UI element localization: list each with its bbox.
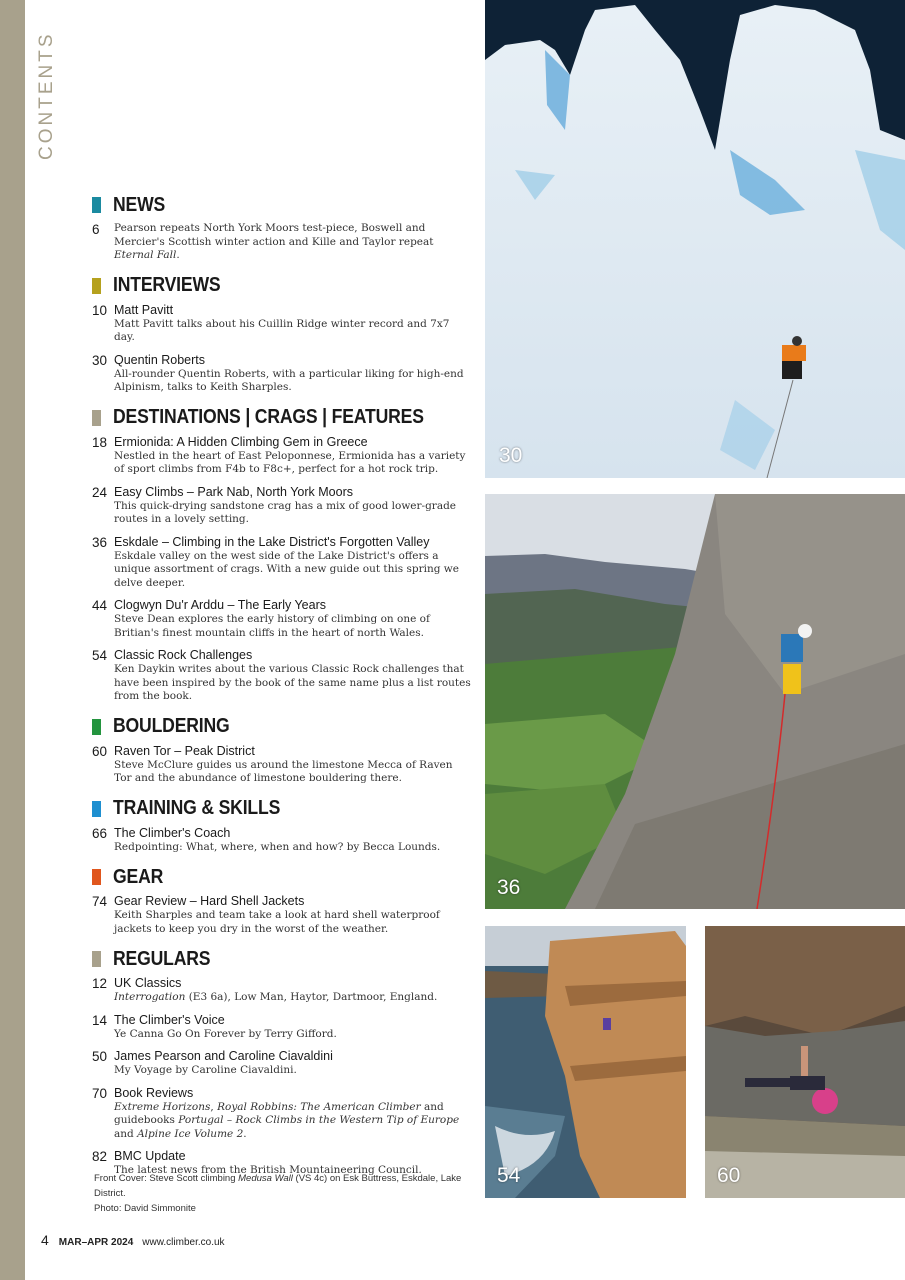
photo-page-number-30: 30 [499, 444, 523, 467]
toc-entry[interactable] [92, 435, 472, 477]
entry-description: This quick-drying sandstone crag has a mix of good lower-grade routes in a lovely setting. [114, 499, 457, 525]
toc-entry[interactable] [92, 826, 472, 855]
entry-title: Quentin Roberts [114, 352, 206, 367]
section-title: INTERVIEWS [113, 274, 221, 296]
toc-entry[interactable] [92, 222, 472, 263]
entry-title: Ermionida: A Hidden Climbing Gem in Greece [114, 434, 368, 449]
entry-page-number: 70 [92, 1085, 108, 1101]
toc-section [92, 714, 472, 786]
entry-title: Classic Rock Challenges [114, 648, 253, 662]
section-title: REGULARS [113, 947, 211, 970]
entry-description: Steve Dean explores the early history of climbing on one of Britian's finest mountain cliffs in the heart of north Wales. [114, 613, 430, 639]
section-header [92, 405, 472, 431]
side-bar [0, 0, 25, 1280]
entry-title: Raven Tor – Peak District [114, 743, 255, 758]
entry-title: The Climber's Voice [114, 1012, 225, 1027]
toc-section [92, 192, 472, 263]
section-header [92, 796, 472, 822]
photo-eskdale[interactable] [485, 494, 905, 909]
entry-title: Book Reviews [114, 1085, 194, 1100]
photo-raven-tor[interactable] [705, 926, 905, 1198]
entry-title: Clogwyn Du'r Arddu – The Early Years [114, 598, 326, 612]
section-color-marker [92, 278, 101, 294]
raven-tor-image [705, 926, 905, 1198]
entry-title: The Climber's Coach [114, 825, 231, 840]
entry-page-number: 66 [92, 825, 108, 841]
cover-credit-suffix: (VS 4c) on Esk Buttress, Eskdale, Lake District. [94, 1173, 462, 1199]
entry-description: Steve McClure guides us around the limestone Mecca of Raven Tor and the abundance of limestone bouldering there. [114, 758, 453, 784]
section-color-marker [92, 869, 101, 885]
photo-page-number-60: 60 [717, 1164, 741, 1187]
entry-description: My Voyage by Caroline Ciavaldini. [114, 1064, 297, 1076]
toc-entry[interactable] [92, 485, 472, 527]
entry-description: Matt Pavitt talks about his Cuillin Ridge winter record and 7x7 day. [114, 317, 450, 343]
cover-credit [94, 1171, 474, 1216]
section-header [92, 946, 472, 972]
entry-page-number: 50 [92, 1049, 108, 1064]
toc-entry[interactable] [92, 976, 472, 1005]
entry-title: Gear Review – Hard Shell Jackets [114, 894, 305, 908]
toc-entry[interactable] [92, 353, 472, 395]
contents-label: CONTENTS [36, 31, 57, 160]
entry-page-number: 44 [92, 598, 108, 613]
toc-entry[interactable] [92, 1013, 472, 1042]
entry-page-number: 10 [92, 302, 108, 318]
toc-section [92, 273, 472, 395]
entry-description: All-rounder Quentin Roberts, with a particular liking for high-end Alpinism, talks to Keith Sharples. [114, 367, 464, 393]
table-of-contents [92, 192, 472, 1188]
entry-page-number: 24 [92, 484, 108, 500]
section-header [92, 192, 472, 218]
toc-entry[interactable] [92, 744, 472, 786]
section-color-marker [92, 951, 101, 967]
section-color-marker [92, 801, 101, 817]
toc-entry[interactable] [92, 894, 472, 936]
section-header [92, 273, 472, 299]
toc-section [92, 405, 472, 704]
toc-entry[interactable] [92, 535, 472, 591]
entry-page-number: 14 [92, 1012, 108, 1028]
entry-title: James Pearson and Caroline Ciavaldini [114, 1049, 333, 1063]
entry-page-number: 18 [92, 434, 108, 450]
section-header [92, 864, 472, 890]
website-link[interactable]: www.climber.co.uk [142, 1237, 225, 1248]
section-title: DESTINATIONS | CRAGS | FEATURES [113, 406, 424, 428]
entry-page-number: 54 [92, 648, 108, 663]
eskdale-image [485, 494, 905, 909]
toc-section [92, 864, 472, 936]
toc-entry[interactable] [92, 1086, 472, 1142]
entry-description: Redpointing: What, where, when and how? by Becca Lounds. [114, 840, 441, 853]
issue-date: MAR–APR 2024 [58, 1237, 134, 1248]
entry-description: Ken Daykin writes about the various Classic Rock challenges that have been inspired by the book of the same name plus a list routes from the book. [114, 663, 471, 702]
sea-cliff-image [485, 926, 686, 1198]
entry-description: Keith Sharples and team take a look at hard shell waterproof jackets to keep you dry in the worst of the weather. [114, 909, 440, 935]
section-title: GEAR [113, 865, 164, 888]
entry-description: Eskdale valley on the west side of the Lake District's offers a unique assortment of crags. With a new guide out this spring we delve deeper. [114, 549, 460, 589]
entry-title: Easy Climbs – Park Nab, North York Moors [114, 484, 353, 499]
page-footer [41, 1232, 225, 1248]
entry-description: The latest news from the British Mountaineering Council. [114, 1164, 422, 1176]
entry-page-number: 6 [92, 222, 100, 237]
entry-page-number: 60 [92, 743, 108, 759]
cover-photo-credit: Photo: David Simmonite [94, 1203, 196, 1214]
photo-ice-climb[interactable] [485, 0, 905, 478]
toc-entry[interactable] [92, 1049, 472, 1078]
photo-page-number-54: 54 [497, 1164, 521, 1187]
entry-description: Extreme Horizons, Royal Robbins: The American Climber and guidebooks Portugal – Rock Climbs in the Western Tip of Europe and Alpine Ice Volume 2. [114, 1100, 460, 1140]
entry-page-number: 36 [92, 534, 108, 550]
cover-credit-route: Medusa Wall [238, 1173, 293, 1184]
entry-page-number: 82 [92, 1149, 108, 1164]
entry-page-number: 74 [92, 894, 108, 909]
section-color-marker [92, 197, 101, 213]
section-header [92, 714, 472, 740]
ice-climb-image [485, 0, 905, 478]
section-title: NEWS [113, 193, 166, 216]
page-number: 4 [41, 1232, 49, 1248]
section-title: TRAINING & SKILLS [113, 797, 281, 819]
toc-section [92, 796, 472, 855]
toc-entry[interactable] [92, 303, 472, 345]
cover-credit-prefix: Front Cover: Steve Scott climbing [94, 1173, 239, 1184]
entry-description: Ye Canna Go On Forever by Terry Gifford. [114, 1027, 337, 1040]
entry-title: Eskdale – Climbing in the Lake District's Forgotten Valley [114, 534, 430, 549]
section-color-marker [92, 719, 101, 735]
photo-sea-cliff[interactable] [485, 926, 686, 1198]
entry-description: Pearson repeats North York Moors test-piece, Boswell and Mercier's Scottish winter action and Kille and Taylor repeat Eternal Fall. [114, 222, 434, 261]
toc-entry[interactable] [92, 598, 472, 640]
entry-title: BMC Update [114, 1149, 186, 1163]
toc-section [92, 946, 472, 1178]
entry-description: Nestled in the heart of East Peloponnese, Ermionida has a variety of sport climbs from F4b to F8c+, perfect for a hot rock trip. [114, 449, 466, 475]
entry-title: UK Classics [114, 976, 182, 990]
entry-page-number: 30 [92, 352, 108, 368]
section-title: BOULDERING [113, 715, 230, 737]
section-color-marker [92, 410, 101, 426]
entry-description: Interrogation (E3 6a), Low Man, Haytor, Dartmoor, England. [114, 991, 438, 1003]
photo-page-number-36: 36 [497, 876, 521, 899]
entry-title: Matt Pavitt [114, 302, 174, 317]
entry-page-number: 12 [92, 976, 108, 991]
toc-entry[interactable] [92, 648, 472, 704]
